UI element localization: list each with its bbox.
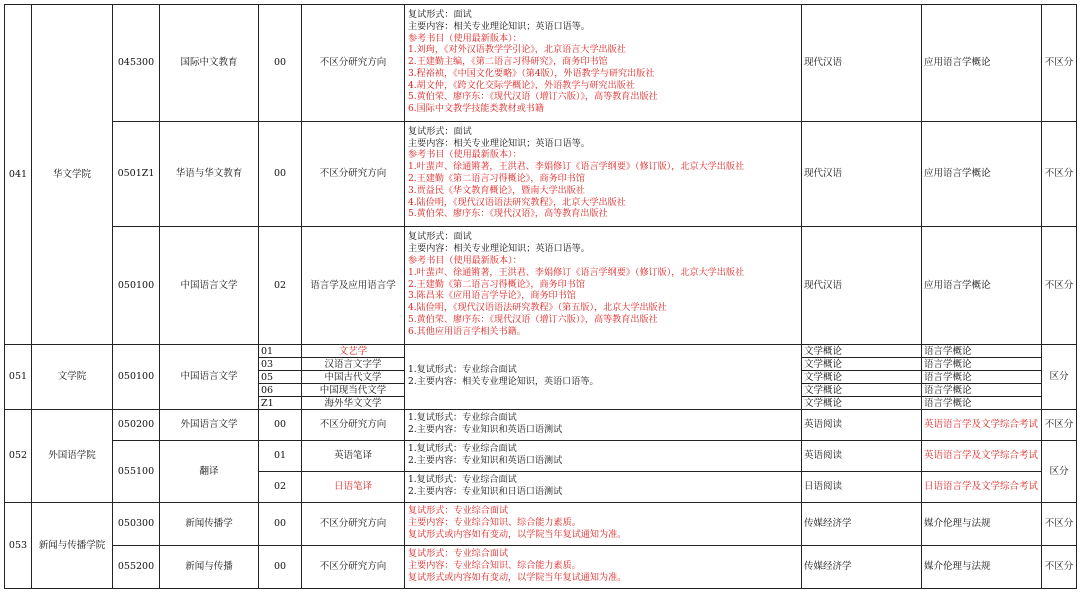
req-line: 复试形式：面试	[408, 126, 472, 137]
direction-name: 汉语言文字学	[302, 358, 405, 371]
req-line: 5.黄伯荣、廖序东：《现代汉语》，高等教育出版社	[408, 209, 608, 220]
direction-code: 00	[259, 503, 302, 546]
req-line: 2.王建勤《第二语言习得概论》，商务印书馆	[408, 279, 585, 290]
exam-subject-1: 现代汉语	[802, 5, 922, 122]
retest-requirements	[405, 441, 802, 472]
major-code: 050100	[113, 227, 160, 345]
req-line: 主要内容：专业综合知识、综合能力素质。	[408, 518, 581, 529]
exam-subject-2: 语言学概论	[922, 345, 1042, 358]
distinguish-flag: 不区分	[1042, 410, 1077, 441]
direction-name: 海外华文文学	[302, 397, 405, 410]
req-line: 2.主要内容：专业知识和日语口语测试	[408, 487, 563, 497]
req-line: 复试形式或内容如有变动，以学院当年复试通知为准。	[408, 572, 627, 583]
major-name: 新闻与传播	[160, 546, 259, 589]
req-line: 5.黄伯荣、廖序东：《现代汉语（增订六版）》，高等教育出版社	[408, 92, 658, 103]
major-name: 中国语言文学	[160, 227, 259, 345]
distinguish-flag: 区分	[1042, 345, 1077, 410]
retest-requirements	[405, 122, 802, 227]
direction-name: 中国古代文学	[302, 371, 405, 384]
req-line: 1.复试形式：专业综合面试	[408, 365, 517, 376]
req-line: 2.主要内容：相关专业理论知识，英语口语等。	[408, 377, 599, 387]
direction-code: 01	[259, 441, 302, 472]
college-name: 文学院	[32, 345, 113, 410]
table-row	[5, 503, 1077, 546]
req-line: 复试形式：专业综合面试	[408, 549, 509, 560]
exam-subject-1: 现代汉语	[802, 227, 922, 345]
major-code: 055100	[113, 441, 160, 503]
req-line: 6.国际中文教学技能类教材或书籍	[408, 104, 544, 115]
exam-subject-1: 英语阅读	[802, 441, 922, 472]
req-line: 3.陈昌来《应用语言学导论》，商务印书馆	[408, 291, 576, 302]
distinguish-flag: 不区分	[1042, 5, 1077, 122]
table-row	[5, 122, 1077, 227]
exam-subject-2: 语言学概论	[922, 358, 1042, 371]
exam-subject-2: 媒介伦理与法规	[922, 503, 1042, 546]
req-line: 复试形式：面试	[408, 232, 472, 243]
direction-name: 不区分研究方向	[302, 5, 405, 122]
major-name: 国际中文教育	[160, 5, 259, 122]
table-row	[5, 410, 1077, 441]
exam-subject-2: 应用语言学概论	[922, 5, 1042, 122]
distinguish-flag: 不区分	[1042, 122, 1077, 227]
requirements-table	[4, 4, 1077, 589]
req-line: 2.主要内容：专业知识和英语口语测试	[408, 456, 563, 466]
direction-name: 日语笔译	[302, 472, 405, 503]
req-line: 2.王建勤《第二语言习得概论》，商务印书馆	[408, 174, 585, 184]
exam-subject-2: 应用语言学概论	[922, 122, 1042, 227]
major-name: 中国语言文学	[160, 345, 259, 410]
direction-name: 不区分研究方向	[302, 122, 405, 227]
major-code: 055200	[113, 546, 160, 589]
retest-requirements	[405, 5, 802, 122]
direction-code: 01	[259, 345, 302, 358]
college-code: 053	[5, 503, 32, 589]
retest-requirements	[405, 503, 802, 546]
direction-name: 语言学及应用语言学	[302, 227, 405, 345]
req-line: 3.贾益民《华文教育概论》，暨南大学出版社	[408, 185, 585, 196]
exam-subject-1: 传媒经济学	[802, 503, 922, 546]
exam-subject-2: 日语语言学及文学综合考试	[922, 472, 1042, 503]
major-name: 华语与华文教育	[160, 122, 259, 227]
direction-name: 不区分研究方向	[302, 410, 405, 441]
table-row	[5, 345, 1077, 358]
req-line: 主要内容：相关专业理论知识；英语口语等。	[408, 244, 590, 255]
major-code: 050100	[113, 345, 160, 410]
direction-name: 英语笔译	[302, 441, 405, 472]
req-line: 2.王建勤主编，《第二语言习得研究》，商务印书馆	[408, 57, 608, 68]
req-line: 复试形式或内容如有变动，以学院当年复试通知为准。	[408, 529, 627, 540]
major-code: 050200	[113, 410, 160, 441]
direction-name: 不区分研究方向	[302, 546, 405, 589]
table-row	[5, 5, 1077, 122]
req-line: 2.主要内容：专业知识和英语口语测试	[408, 425, 563, 435]
retest-requirements	[405, 546, 802, 589]
req-line: 6.其他应用语言学相关书籍。	[408, 326, 526, 337]
exam-subject-2: 语言学概论	[922, 384, 1042, 397]
college-name: 新闻与传播学院	[32, 503, 113, 589]
direction-code: 03	[259, 358, 302, 371]
req-line: 1.叶蜚声、徐通锵著，王洪君、李娟修订《语言学纲要》（修订版），北京大学出版社	[408, 267, 745, 278]
table-row	[5, 441, 1077, 472]
exam-subject-1: 文学概论	[802, 371, 922, 384]
req-line: 4.胡文仲，《跨文化交际学概论》，外语教学与研究出版社	[408, 80, 635, 91]
direction-code: 02	[259, 227, 302, 345]
req-line: 4.陆俭明，《现代汉语语法研究教程》（第五版），北京大学出版社	[408, 303, 667, 314]
req-line: 主要内容：相关专业理论知识；英语口语等。	[408, 21, 590, 32]
college-name: 华文学院	[32, 5, 113, 345]
req-line: 1.刘珣，《对外汉语教学学引论》，北京语言大学出版社	[408, 45, 626, 56]
major-name: 新闻传播学	[160, 503, 259, 546]
exam-subject-2: 媒介伦理与法规	[922, 546, 1042, 589]
req-line: 1.复试形式：专业综合面试	[408, 444, 517, 455]
req-line: 参考书目（使用最新版本）：	[408, 256, 522, 266]
college-code: 041	[5, 5, 32, 345]
direction-name: 中国现当代文学	[302, 384, 405, 397]
exam-subject-1: 传媒经济学	[802, 546, 922, 589]
table-row	[5, 227, 1077, 345]
req-line: 1.复试形式：专业综合面试	[408, 475, 517, 486]
req-line: 3.程裕祯，《中国文化要略》（第4版），外语教学与研究出版社	[408, 68, 655, 79]
college-name: 外国语学院	[32, 410, 113, 503]
major-name: 翻译	[160, 441, 259, 503]
exam-subject-2: 英语语言学及文学综合考试	[922, 441, 1042, 472]
distinguish-flag: 区分	[1042, 441, 1077, 503]
table-row	[5, 546, 1077, 589]
req-line: 参考书目（使用最新版本）：	[408, 150, 522, 161]
req-line: 参考书目（使用最新版本）：	[408, 33, 522, 44]
distinguish-flag: 不区分	[1042, 503, 1077, 546]
major-code: 0501Z1	[113, 122, 160, 227]
exam-subject-2: 语言学概论	[922, 371, 1042, 384]
exam-subject-1: 现代汉语	[802, 122, 922, 227]
exam-subject-2: 英语语言学及文学综合考试	[922, 410, 1042, 441]
exam-subject-2: 应用语言学概论	[922, 227, 1042, 345]
direction-code: 06	[259, 384, 302, 397]
distinguish-flag: 不区分	[1042, 546, 1077, 589]
exam-subject-2: 语言学概论	[922, 397, 1042, 410]
major-name: 外国语言文学	[160, 410, 259, 441]
retest-requirements	[405, 472, 802, 503]
req-line: 复试形式：面试	[408, 9, 472, 20]
college-code: 051	[5, 345, 32, 410]
exam-subject-1: 英语阅读	[802, 410, 922, 441]
direction-code: 00	[259, 122, 302, 227]
direction-code: 00	[259, 546, 302, 589]
exam-subject-1: 日语阅读	[802, 472, 922, 503]
major-code: 045300	[113, 5, 160, 122]
req-line: 主要内容：专业综合知识、综合能力素质。	[408, 561, 581, 572]
req-line: 1.复试形式：专业综合面试	[408, 413, 517, 424]
retest-requirements	[405, 227, 802, 345]
req-line: 复试形式：专业综合面试	[408, 506, 509, 517]
direction-code: Z1	[259, 397, 302, 410]
college-code: 052	[5, 410, 32, 503]
direction-code: 00	[259, 410, 302, 441]
exam-subject-1: 文学概论	[802, 397, 922, 410]
retest-requirements	[405, 345, 802, 410]
req-line: 4.陆俭明，《现代汉语语法研究教程》，北京大学出版社	[408, 197, 626, 208]
req-line: 1.叶蜚声、徐通锵著，王洪君、李娟修订《语言学纲要》（修订版），北京大学出版社	[408, 162, 745, 173]
major-code: 050300	[113, 503, 160, 546]
distinguish-flag: 不区分	[1042, 227, 1077, 345]
direction-code: 00	[259, 5, 302, 122]
retest-requirements	[405, 410, 802, 441]
exam-subject-1: 文学概论	[802, 384, 922, 397]
direction-name: 文艺学	[302, 345, 405, 358]
exam-subject-1: 文学概论	[802, 345, 922, 358]
direction-code: 02	[259, 472, 302, 503]
direction-code: 05	[259, 371, 302, 384]
direction-name: 不区分研究方向	[302, 503, 405, 546]
exam-subject-1: 文学概论	[802, 358, 922, 371]
req-line: 主要内容：相关专业理论知识；英语口语等。	[408, 138, 590, 149]
req-line: 5.黄伯荣、廖序东：《现代汉语（增订六版）》，高等教育出版社	[408, 314, 658, 325]
